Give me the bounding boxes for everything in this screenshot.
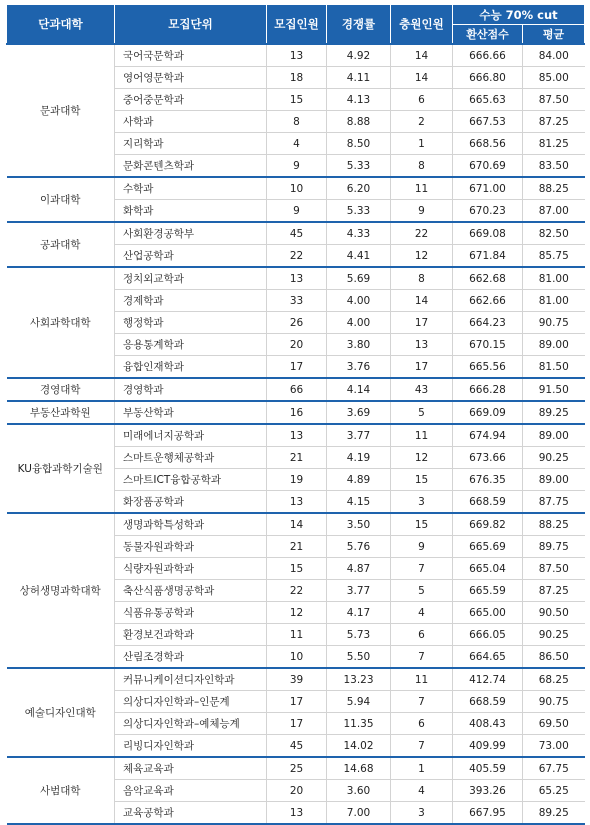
avg-cell: 87.00 xyxy=(523,200,585,223)
quota-cell: 20 xyxy=(267,780,327,802)
quota-cell: 26 xyxy=(267,312,327,334)
extra-cell: 1 xyxy=(391,133,453,155)
dept-cell: 영어영문학과 xyxy=(115,67,267,89)
ratio-cell: 11.35 xyxy=(327,713,391,735)
header-avg: 평균 xyxy=(523,25,585,45)
extra-cell: 17 xyxy=(391,312,453,334)
score-cell: 412.74 xyxy=(453,668,523,691)
extra-cell: 15 xyxy=(391,469,453,491)
dept-cell: 경제학과 xyxy=(115,290,267,312)
avg-cell: 89.00 xyxy=(523,424,585,447)
header-college: 단과대학 xyxy=(7,5,115,45)
avg-cell: 87.75 xyxy=(523,491,585,514)
score-cell: 667.95 xyxy=(453,802,523,825)
avg-cell: 68.25 xyxy=(523,668,585,691)
college-cell: 사범대학 xyxy=(7,757,115,824)
quota-cell: 13 xyxy=(267,491,327,514)
ratio-cell: 8.50 xyxy=(327,133,391,155)
table-row xyxy=(7,757,585,780)
ratio-cell: 4.19 xyxy=(327,447,391,469)
header-score: 환산점수 xyxy=(453,25,523,45)
header-quota: 모집인원 xyxy=(267,5,327,45)
college-cell: 공과대학 xyxy=(7,222,115,267)
dept-cell: 환경보건과학과 xyxy=(115,624,267,646)
avg-cell: 85.75 xyxy=(523,245,585,268)
score-cell: 668.56 xyxy=(453,133,523,155)
table-header xyxy=(7,5,585,45)
extra-cell: 5 xyxy=(391,580,453,602)
dept-cell: 음악교육과 xyxy=(115,780,267,802)
table-row xyxy=(7,424,585,447)
avg-cell: 89.25 xyxy=(523,802,585,825)
extra-cell: 11 xyxy=(391,177,453,200)
extra-cell: 6 xyxy=(391,89,453,111)
ratio-cell: 4.41 xyxy=(327,245,391,268)
avg-cell: 67.75 xyxy=(523,757,585,780)
score-cell: 666.28 xyxy=(453,378,523,401)
avg-cell: 84.00 xyxy=(523,44,585,67)
dept-cell: 커뮤니케이션디자인학과 xyxy=(115,668,267,691)
ratio-cell: 5.33 xyxy=(327,155,391,178)
ratio-cell: 3.69 xyxy=(327,401,391,424)
dept-cell: 사학과 xyxy=(115,111,267,133)
ratio-cell: 3.77 xyxy=(327,580,391,602)
dept-cell: 의상디자인학과–예체능계 xyxy=(115,713,267,735)
extra-cell: 7 xyxy=(391,646,453,669)
avg-cell: 89.00 xyxy=(523,469,585,491)
score-cell: 666.05 xyxy=(453,624,523,646)
avg-cell: 65.25 xyxy=(523,780,585,802)
avg-cell: 90.25 xyxy=(523,624,585,646)
quota-cell: 17 xyxy=(267,713,327,735)
quota-cell: 9 xyxy=(267,155,327,178)
score-cell: 664.23 xyxy=(453,312,523,334)
avg-cell: 90.25 xyxy=(523,447,585,469)
avg-cell: 82.50 xyxy=(523,222,585,245)
table-row xyxy=(7,177,585,200)
extra-cell: 14 xyxy=(391,44,453,67)
avg-cell: 87.50 xyxy=(523,89,585,111)
quota-cell: 39 xyxy=(267,668,327,691)
dept-cell: 산업공학과 xyxy=(115,245,267,268)
score-cell: 665.59 xyxy=(453,580,523,602)
extra-cell: 11 xyxy=(391,668,453,691)
score-cell: 409.99 xyxy=(453,735,523,758)
quota-cell: 10 xyxy=(267,646,327,669)
dept-cell: 중어중문학과 xyxy=(115,89,267,111)
avg-cell: 89.75 xyxy=(523,536,585,558)
extra-cell: 11 xyxy=(391,424,453,447)
college-cell: 사회과학대학 xyxy=(7,267,115,378)
extra-cell: 2 xyxy=(391,111,453,133)
college-cell: 상허생명과학대학 xyxy=(7,513,115,668)
score-cell: 665.56 xyxy=(453,356,523,379)
avg-cell: 81.00 xyxy=(523,267,585,290)
extra-cell: 22 xyxy=(391,222,453,245)
quota-cell: 18 xyxy=(267,67,327,89)
score-cell: 664.65 xyxy=(453,646,523,669)
ratio-cell: 4.00 xyxy=(327,312,391,334)
dept-cell: 응용통계학과 xyxy=(115,334,267,356)
admission-results-table xyxy=(6,4,585,825)
quota-cell: 4 xyxy=(267,133,327,155)
ratio-cell: 3.77 xyxy=(327,424,391,447)
ratio-cell: 4.15 xyxy=(327,491,391,514)
header-dept: 모집단위 xyxy=(115,5,267,45)
quota-cell: 22 xyxy=(267,245,327,268)
quota-cell: 9 xyxy=(267,200,327,223)
admission-results-table-wrapper xyxy=(6,4,584,825)
avg-cell: 85.00 xyxy=(523,67,585,89)
extra-cell: 13 xyxy=(391,334,453,356)
score-cell: 671.00 xyxy=(453,177,523,200)
quota-cell: 20 xyxy=(267,334,327,356)
extra-cell: 12 xyxy=(391,245,453,268)
extra-cell: 3 xyxy=(391,802,453,825)
dept-cell: 화학과 xyxy=(115,200,267,223)
dept-cell: 교육공학과 xyxy=(115,802,267,825)
avg-cell: 88.25 xyxy=(523,177,585,200)
avg-cell: 87.50 xyxy=(523,558,585,580)
dept-cell: 의상디자인학과–인문계 xyxy=(115,691,267,713)
dept-cell: 지리학과 xyxy=(115,133,267,155)
ratio-cell: 4.17 xyxy=(327,602,391,624)
ratio-cell: 4.11 xyxy=(327,67,391,89)
score-cell: 670.69 xyxy=(453,155,523,178)
score-cell: 662.66 xyxy=(453,290,523,312)
avg-cell: 81.00 xyxy=(523,290,585,312)
header-cut-group: 수능 70% cut xyxy=(453,5,585,25)
quota-cell: 11 xyxy=(267,624,327,646)
score-cell: 665.63 xyxy=(453,89,523,111)
score-cell: 674.94 xyxy=(453,424,523,447)
ratio-cell: 3.50 xyxy=(327,513,391,536)
quota-cell: 10 xyxy=(267,177,327,200)
score-cell: 666.80 xyxy=(453,67,523,89)
score-cell: 408.43 xyxy=(453,713,523,735)
ratio-cell: 4.00 xyxy=(327,290,391,312)
ratio-cell: 5.69 xyxy=(327,267,391,290)
score-cell: 676.35 xyxy=(453,469,523,491)
quota-cell: 21 xyxy=(267,447,327,469)
ratio-cell: 4.13 xyxy=(327,89,391,111)
ratio-cell: 3.76 xyxy=(327,356,391,379)
ratio-cell: 3.80 xyxy=(327,334,391,356)
ratio-cell: 5.76 xyxy=(327,536,391,558)
avg-cell: 69.50 xyxy=(523,713,585,735)
ratio-cell: 6.20 xyxy=(327,177,391,200)
dept-cell: 스마트운행체공학과 xyxy=(115,447,267,469)
dept-cell: 문화콘텐츠학과 xyxy=(115,155,267,178)
extra-cell: 6 xyxy=(391,713,453,735)
dept-cell: 경영학과 xyxy=(115,378,267,401)
extra-cell: 14 xyxy=(391,67,453,89)
avg-cell: 81.50 xyxy=(523,356,585,379)
quota-cell: 14 xyxy=(267,513,327,536)
score-cell: 405.59 xyxy=(453,757,523,780)
avg-cell: 90.75 xyxy=(523,691,585,713)
score-cell: 668.59 xyxy=(453,491,523,514)
extra-cell: 9 xyxy=(391,200,453,223)
quota-cell: 13 xyxy=(267,802,327,825)
dept-cell: 정치외교학과 xyxy=(115,267,267,290)
dept-cell: 융합인재학과 xyxy=(115,356,267,379)
college-cell: 문과대학 xyxy=(7,44,115,177)
ratio-cell: 5.33 xyxy=(327,200,391,223)
extra-cell: 9 xyxy=(391,536,453,558)
quota-cell: 33 xyxy=(267,290,327,312)
score-cell: 673.66 xyxy=(453,447,523,469)
table-row xyxy=(7,401,585,424)
avg-cell: 83.50 xyxy=(523,155,585,178)
score-cell: 670.15 xyxy=(453,334,523,356)
college-cell: 이과대학 xyxy=(7,177,115,222)
score-cell: 670.23 xyxy=(453,200,523,223)
extra-cell: 5 xyxy=(391,401,453,424)
dept-cell: 부동산학과 xyxy=(115,401,267,424)
avg-cell: 87.25 xyxy=(523,111,585,133)
score-cell: 669.82 xyxy=(453,513,523,536)
extra-cell: 7 xyxy=(391,691,453,713)
quota-cell: 15 xyxy=(267,89,327,111)
table-body xyxy=(7,44,585,824)
avg-cell: 90.50 xyxy=(523,602,585,624)
ratio-cell: 8.88 xyxy=(327,111,391,133)
ratio-cell: 5.94 xyxy=(327,691,391,713)
dept-cell: 체육교육과 xyxy=(115,757,267,780)
dept-cell: 생명과학특성학과 xyxy=(115,513,267,536)
ratio-cell: 4.87 xyxy=(327,558,391,580)
quota-cell: 19 xyxy=(267,469,327,491)
extra-cell: 8 xyxy=(391,155,453,178)
header-ratio: 경쟁률 xyxy=(327,5,391,45)
dept-cell: 화장품공학과 xyxy=(115,491,267,514)
quota-cell: 17 xyxy=(267,691,327,713)
quota-cell: 15 xyxy=(267,558,327,580)
extra-cell: 15 xyxy=(391,513,453,536)
avg-cell: 91.50 xyxy=(523,378,585,401)
score-cell: 665.69 xyxy=(453,536,523,558)
avg-cell: 81.25 xyxy=(523,133,585,155)
dept-cell: 산림조경학과 xyxy=(115,646,267,669)
score-cell: 662.68 xyxy=(453,267,523,290)
quota-cell: 12 xyxy=(267,602,327,624)
quota-cell: 45 xyxy=(267,222,327,245)
dept-cell: 리빙디자인학과 xyxy=(115,735,267,758)
extra-cell: 6 xyxy=(391,624,453,646)
ratio-cell: 4.89 xyxy=(327,469,391,491)
extra-cell: 12 xyxy=(391,447,453,469)
extra-cell: 14 xyxy=(391,290,453,312)
extra-cell: 7 xyxy=(391,558,453,580)
dept-cell: 행정학과 xyxy=(115,312,267,334)
table-row xyxy=(7,668,585,691)
score-cell: 393.26 xyxy=(453,780,523,802)
ratio-cell: 3.60 xyxy=(327,780,391,802)
score-cell: 671.84 xyxy=(453,245,523,268)
avg-cell: 89.25 xyxy=(523,401,585,424)
table-row xyxy=(7,222,585,245)
quota-cell: 21 xyxy=(267,536,327,558)
dept-cell: 동물자원과학과 xyxy=(115,536,267,558)
dept-cell: 국어국문학과 xyxy=(115,44,267,67)
extra-cell: 1 xyxy=(391,757,453,780)
extra-cell: 7 xyxy=(391,735,453,758)
dept-cell: 수학과 xyxy=(115,177,267,200)
quota-cell: 66 xyxy=(267,378,327,401)
quota-cell: 16 xyxy=(267,401,327,424)
table-row xyxy=(7,513,585,536)
quota-cell: 13 xyxy=(267,424,327,447)
college-cell: 부동산과학원 xyxy=(7,401,115,424)
college-cell: 경영대학 xyxy=(7,378,115,401)
table-row xyxy=(7,267,585,290)
extra-cell: 43 xyxy=(391,378,453,401)
avg-cell: 88.25 xyxy=(523,513,585,536)
ratio-cell: 4.33 xyxy=(327,222,391,245)
dept-cell: 미래에너지공학과 xyxy=(115,424,267,447)
avg-cell: 86.50 xyxy=(523,646,585,669)
avg-cell: 90.75 xyxy=(523,312,585,334)
dept-cell: 식품유통공학과 xyxy=(115,602,267,624)
ratio-cell: 13.23 xyxy=(327,668,391,691)
extra-cell: 8 xyxy=(391,267,453,290)
dept-cell: 식량자원과학과 xyxy=(115,558,267,580)
quota-cell: 22 xyxy=(267,580,327,602)
ratio-cell: 5.50 xyxy=(327,646,391,669)
college-cell: KU융합과학기술원 xyxy=(7,424,115,513)
score-cell: 666.66 xyxy=(453,44,523,67)
extra-cell: 3 xyxy=(391,491,453,514)
avg-cell: 89.00 xyxy=(523,334,585,356)
quota-cell: 45 xyxy=(267,735,327,758)
ratio-cell: 14.68 xyxy=(327,757,391,780)
score-cell: 669.09 xyxy=(453,401,523,424)
extra-cell: 4 xyxy=(391,602,453,624)
quota-cell: 17 xyxy=(267,356,327,379)
college-cell: 예술디자인대학 xyxy=(7,668,115,757)
ratio-cell: 4.14 xyxy=(327,378,391,401)
quota-cell: 8 xyxy=(267,111,327,133)
quota-cell: 13 xyxy=(267,267,327,290)
header-extra: 충원인원 xyxy=(391,5,453,45)
avg-cell: 73.00 xyxy=(523,735,585,758)
avg-cell: 87.25 xyxy=(523,580,585,602)
dept-cell: 축산식품생명공학과 xyxy=(115,580,267,602)
table-row xyxy=(7,44,585,67)
quota-cell: 25 xyxy=(267,757,327,780)
ratio-cell: 5.73 xyxy=(327,624,391,646)
score-cell: 665.04 xyxy=(453,558,523,580)
dept-cell: 사회환경공학부 xyxy=(115,222,267,245)
dept-cell: 스마트ICT융합공학과 xyxy=(115,469,267,491)
extra-cell: 4 xyxy=(391,780,453,802)
score-cell: 665.00 xyxy=(453,602,523,624)
score-cell: 669.08 xyxy=(453,222,523,245)
ratio-cell: 4.92 xyxy=(327,44,391,67)
score-cell: 668.59 xyxy=(453,691,523,713)
ratio-cell: 14.02 xyxy=(327,735,391,758)
score-cell: 667.53 xyxy=(453,111,523,133)
quota-cell: 13 xyxy=(267,44,327,67)
table-row xyxy=(7,378,585,401)
extra-cell: 17 xyxy=(391,356,453,379)
ratio-cell: 7.00 xyxy=(327,802,391,825)
